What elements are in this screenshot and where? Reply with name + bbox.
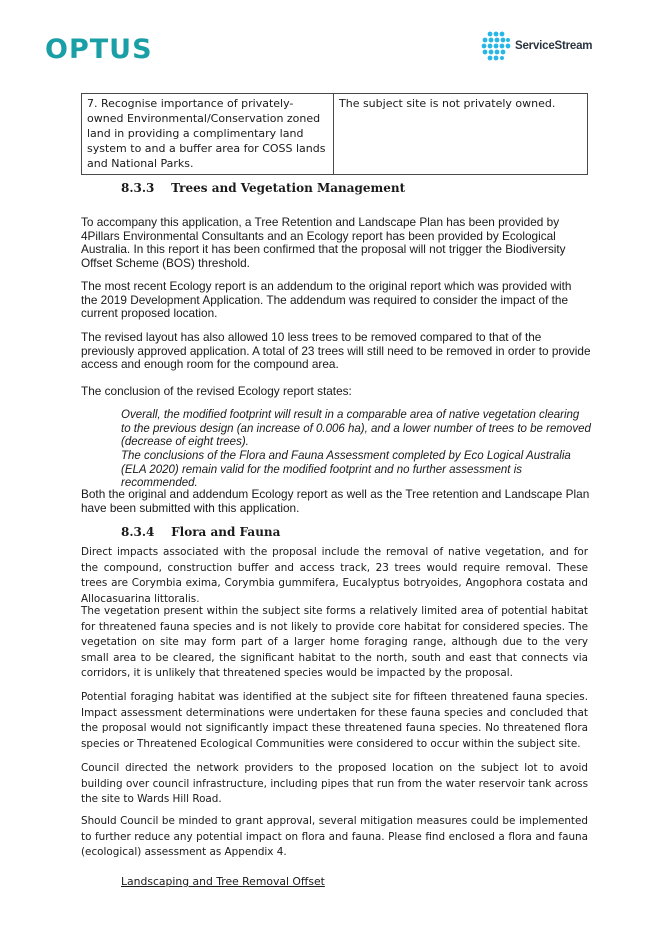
paragraph: Should Council be minded to grant approval, several mitigation measures could be implemented to further reduce any potential impact on flora and fauna. Please find enclosed a flora and fauna (ecological) assessment as Appendix 4.: [81, 815, 588, 859]
paragraph: Council directed the network providers to the proposed location on the subject lot to avoid building over council infrastructure, including pipes that run from the water reservoir tank across the site to Wards Hill Road.: [81, 762, 588, 806]
paragraph: The revised layout has also allowed 10 less trees to be removed compared to that of the previously approved application. A total of 23 trees will still need to be removed in order to provide access and enough room for the compound area.: [81, 330, 591, 372]
table-row: [82, 94, 588, 175]
quote-paragraph: The conclusions of the Flora and Fauna Assessment completed by Eco Logical Australia (ELA 2020) remain valid for the modified footprint and no further assessment is recommended.: [121, 450, 571, 490]
quote-paragraph: Overall, the modified footprint will result in a comparable area of native vegetation clearing to the previous design (an increase of 0.006 ha), and a lower number of trees to be removed (decrease of eight trees).: [121, 409, 591, 449]
paragraph: Both the original and addendum Ecology report as well as the Tree retention and Landscape Plan have been submitted with this application.: [81, 487, 590, 515]
section-heading-8-3-4: [121, 525, 280, 539]
servicestream-logo-text: ServiceStream: [515, 40, 593, 52]
section-title: Flora and Fauna: [171, 525, 281, 539]
section-number: 8.3.3: [121, 181, 155, 195]
paragraph: The most recent Ecology report is an addendum to the original report which was provided with the 2019 Development Application. The addendum was required to consider the impact of the current proposed location.: [81, 279, 572, 321]
paragraph: Direct impacts associated with the proposal include the removal of native vegetation, and for the compound, construction buffer and access track, 23 trees would require removal. These trees are Corymbia exima, Corymbia gummifera, Eucalyptus botryoides, Angophora costata and Allocasuarina littoralis.: [81, 546, 588, 605]
servicestream-dots-icon: [481, 31, 511, 61]
table-cell-response: The subject site is not privately owned.: [334, 94, 588, 175]
paragraph: Potential foraging habitat was identified at the subject site for fifteen threatened fauna species. Impact assessment determinations were undertaken for these fauna species and concluded that the proposal would not significantly impact these threatened fauna species. No threatened flora species or Threatened Ecological Communities were considered to occur within the subject site.: [81, 691, 588, 750]
paragraph: To accompany this application, a Tree Retention and Landscape Plan has been provided by 4Pillars Environmental Consultants and an Ecology report has been provided by Ecological Australia. In this report it has been confirmed that the proposal will not trigger the Biodiversity Offset Scheme (BOS) threshold.: [81, 215, 566, 270]
servicestream-logo: [481, 31, 592, 61]
paragraph: The vegetation present within the subject site forms a relatively limited area of potential habitat for threatened fauna species and is not likely to provide core habitat for considered species. The vegetation on site may form part of a larger home foraging range, although due to the very small area to be cleared, the significant habitat to the north, south and east that connects via corridors, it is unlikely that threatened species would be impacted by the proposal.: [81, 605, 588, 680]
table-cell-criterion: 7. Recognise importance of privately-owned Environmental/Conservation zoned land in providing a complimentary land system to and a buffer area for COSS lands and National Parks.: [82, 94, 334, 175]
paragraph: The conclusion of the revised Ecology report states:: [81, 384, 352, 398]
criteria-table: [81, 93, 588, 175]
subheading-landscaping: Landscaping and Tree Removal Offset: [121, 875, 325, 888]
optus-logo: OPTUS: [45, 34, 153, 65]
section-heading-8-3-3: [121, 181, 405, 195]
section-number: 8.3.4: [121, 525, 155, 539]
section-title: Trees and Vegetation Management: [171, 181, 406, 195]
